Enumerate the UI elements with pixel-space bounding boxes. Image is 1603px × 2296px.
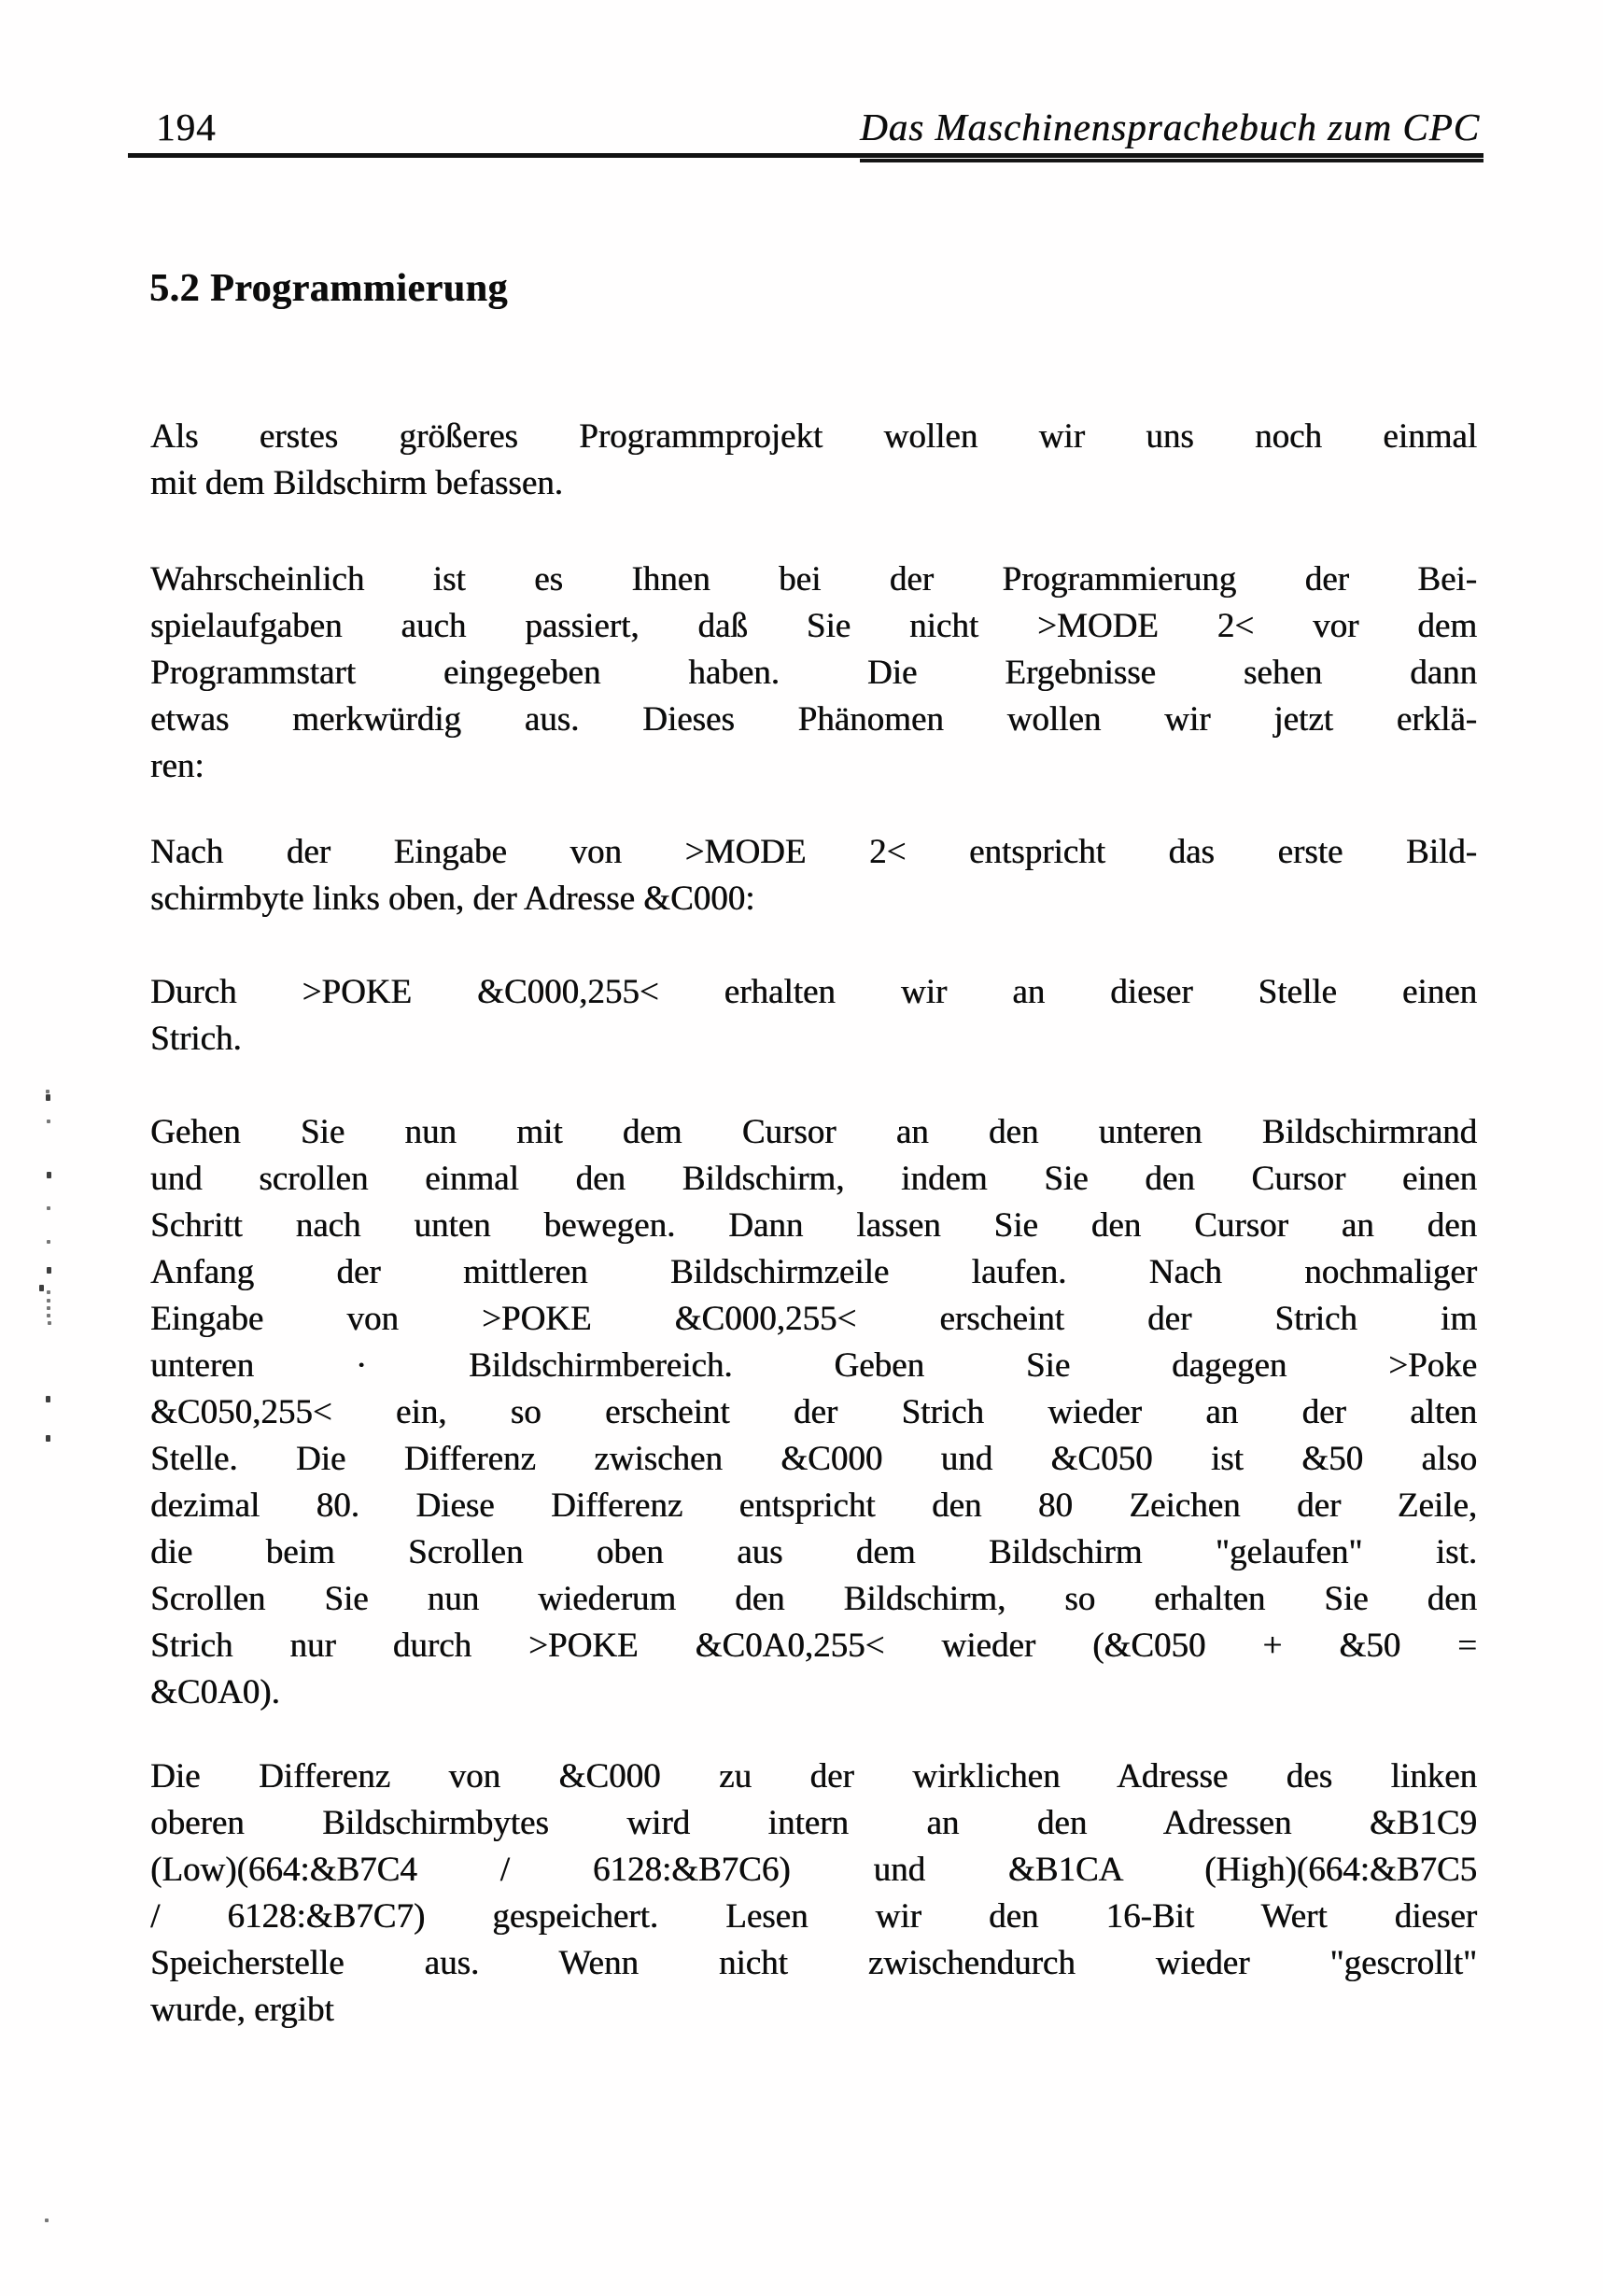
text-line: Durch >POKE &C000,255< erhalten wir an dieser Stelle einen [150,973,1477,1011]
text-line: Speicherstelle aus. Wenn nicht zwischendurch wieder "gescrollt" [150,1944,1477,1982]
section-heading: 5.2 Programmierung [149,267,508,310]
text-line: Strich nur durch >POKE &C0A0,255< wieder (&C050 + &50 = [150,1627,1477,1665]
text-line: wurde, ergibt [150,1991,334,2029]
text-line: unteren · Bildschirmbereich. Geben Sie dagegen >Poke [150,1346,1477,1385]
text-line: Die Differenz von &C000 zu der wirklichen Adresse des linken [150,1757,1477,1796]
text-line: / 6128:&B7C7) gespeichert. Lesen wir den 16-Bit Wert dieser [150,1897,1477,1936]
scan-speck [47,1120,50,1123]
text-line: mit dem Bildschirm befassen. [150,464,563,502]
text-line: und scrollen einmal den Bildschirm, indem Sie den Cursor einen [150,1160,1477,1198]
scan-speck [47,1172,51,1178]
scan-speck [46,1396,50,1402]
text-line: &C050,255< ein, so erscheint der Strich wieder an der alten [150,1393,1477,1431]
scan-speck [46,1094,50,1101]
scan-speck [48,1321,51,1325]
text-line: spielaufgaben auch passiert, daß Sie nicht >MODE 2< vor dem [150,607,1477,645]
text-line: die beim Scrollen oben aus dem Bildschirm "gelaufen" ist. [150,1533,1477,1571]
paragraph [150,556,1477,790]
scan-speck [47,1240,50,1244]
text-line: Scrollen Sie nun wiederum den Bildschirm, so erhalten Sie den [150,1580,1477,1618]
text-line: Nach der Eingabe von >MODE 2< entspricht das erste Bild- [150,833,1477,871]
text-line: Gehen Sie nun mit dem Cursor an den unteren Bildschirmrand [150,1113,1477,1151]
page-number: 194 [156,106,217,148]
scan-speck [46,1090,49,1093]
book-title: Das Maschinensprachebuch zum CPC [860,108,1483,162]
page-header [128,108,1483,158]
paragraph [150,829,1477,923]
text-line: Programmstart eingegeben haben. Die Ergebnisse sehen dann [150,654,1477,692]
scan-speck [46,1435,50,1442]
paragraph [150,969,1477,1063]
scan-speck [47,1206,50,1210]
text-line: Eingabe von >POKE &C000,255< erscheint der Strich im [150,1300,1477,1338]
text-line: Schritt nach unten bewegen. Dann lassen Sie den Cursor an den [150,1206,1477,1245]
scan-speck [47,1267,51,1274]
text-line: schirmbyte links oben, der Adresse &C000: [150,880,755,918]
scan-speck [39,1285,44,1291]
text-line: ren: [150,747,204,785]
scan-speck [47,1306,50,1310]
text-line: etwas merkwürdig aus. Dieses Phänomen wollen wir jetzt erklä- [150,700,1477,739]
paragraph [150,1109,1477,1716]
paragraph [150,1754,1477,2034]
scan-speck [47,1290,50,1294]
text-line: (Low)(664:&B7C4 / 6128:&B7C6) und &B1CA (High)(664:&B7C5 [150,1851,1477,1889]
text-line: &C0A0). [150,1673,280,1711]
text-line: Wahrscheinlich ist es Ihnen bei der Programmierung der Bei- [150,560,1477,599]
scan-speck [45,2219,49,2222]
scan-speck [47,1299,50,1303]
text-line: Anfang der mittleren Bildschirmzeile laufen. Nach nochmaliger [150,1253,1477,1291]
text-line: Strich. [150,1020,242,1058]
text-line: Als erstes größeres Programmprojekt wollen wir uns noch einmal [150,417,1477,456]
text-line: dezimal 80. Diese Differenz entspricht den 80 Zeichen der Zeile, [150,1486,1477,1525]
scan-speck [47,1314,50,1317]
paragraph [150,414,1477,507]
text-line: oberen Bildschirmbytes wird intern an den Adressen &B1C9 [150,1804,1477,1842]
text-line: Stelle. Die Differenz zwischen &C000 und &C050 ist &50 also [150,1440,1477,1478]
